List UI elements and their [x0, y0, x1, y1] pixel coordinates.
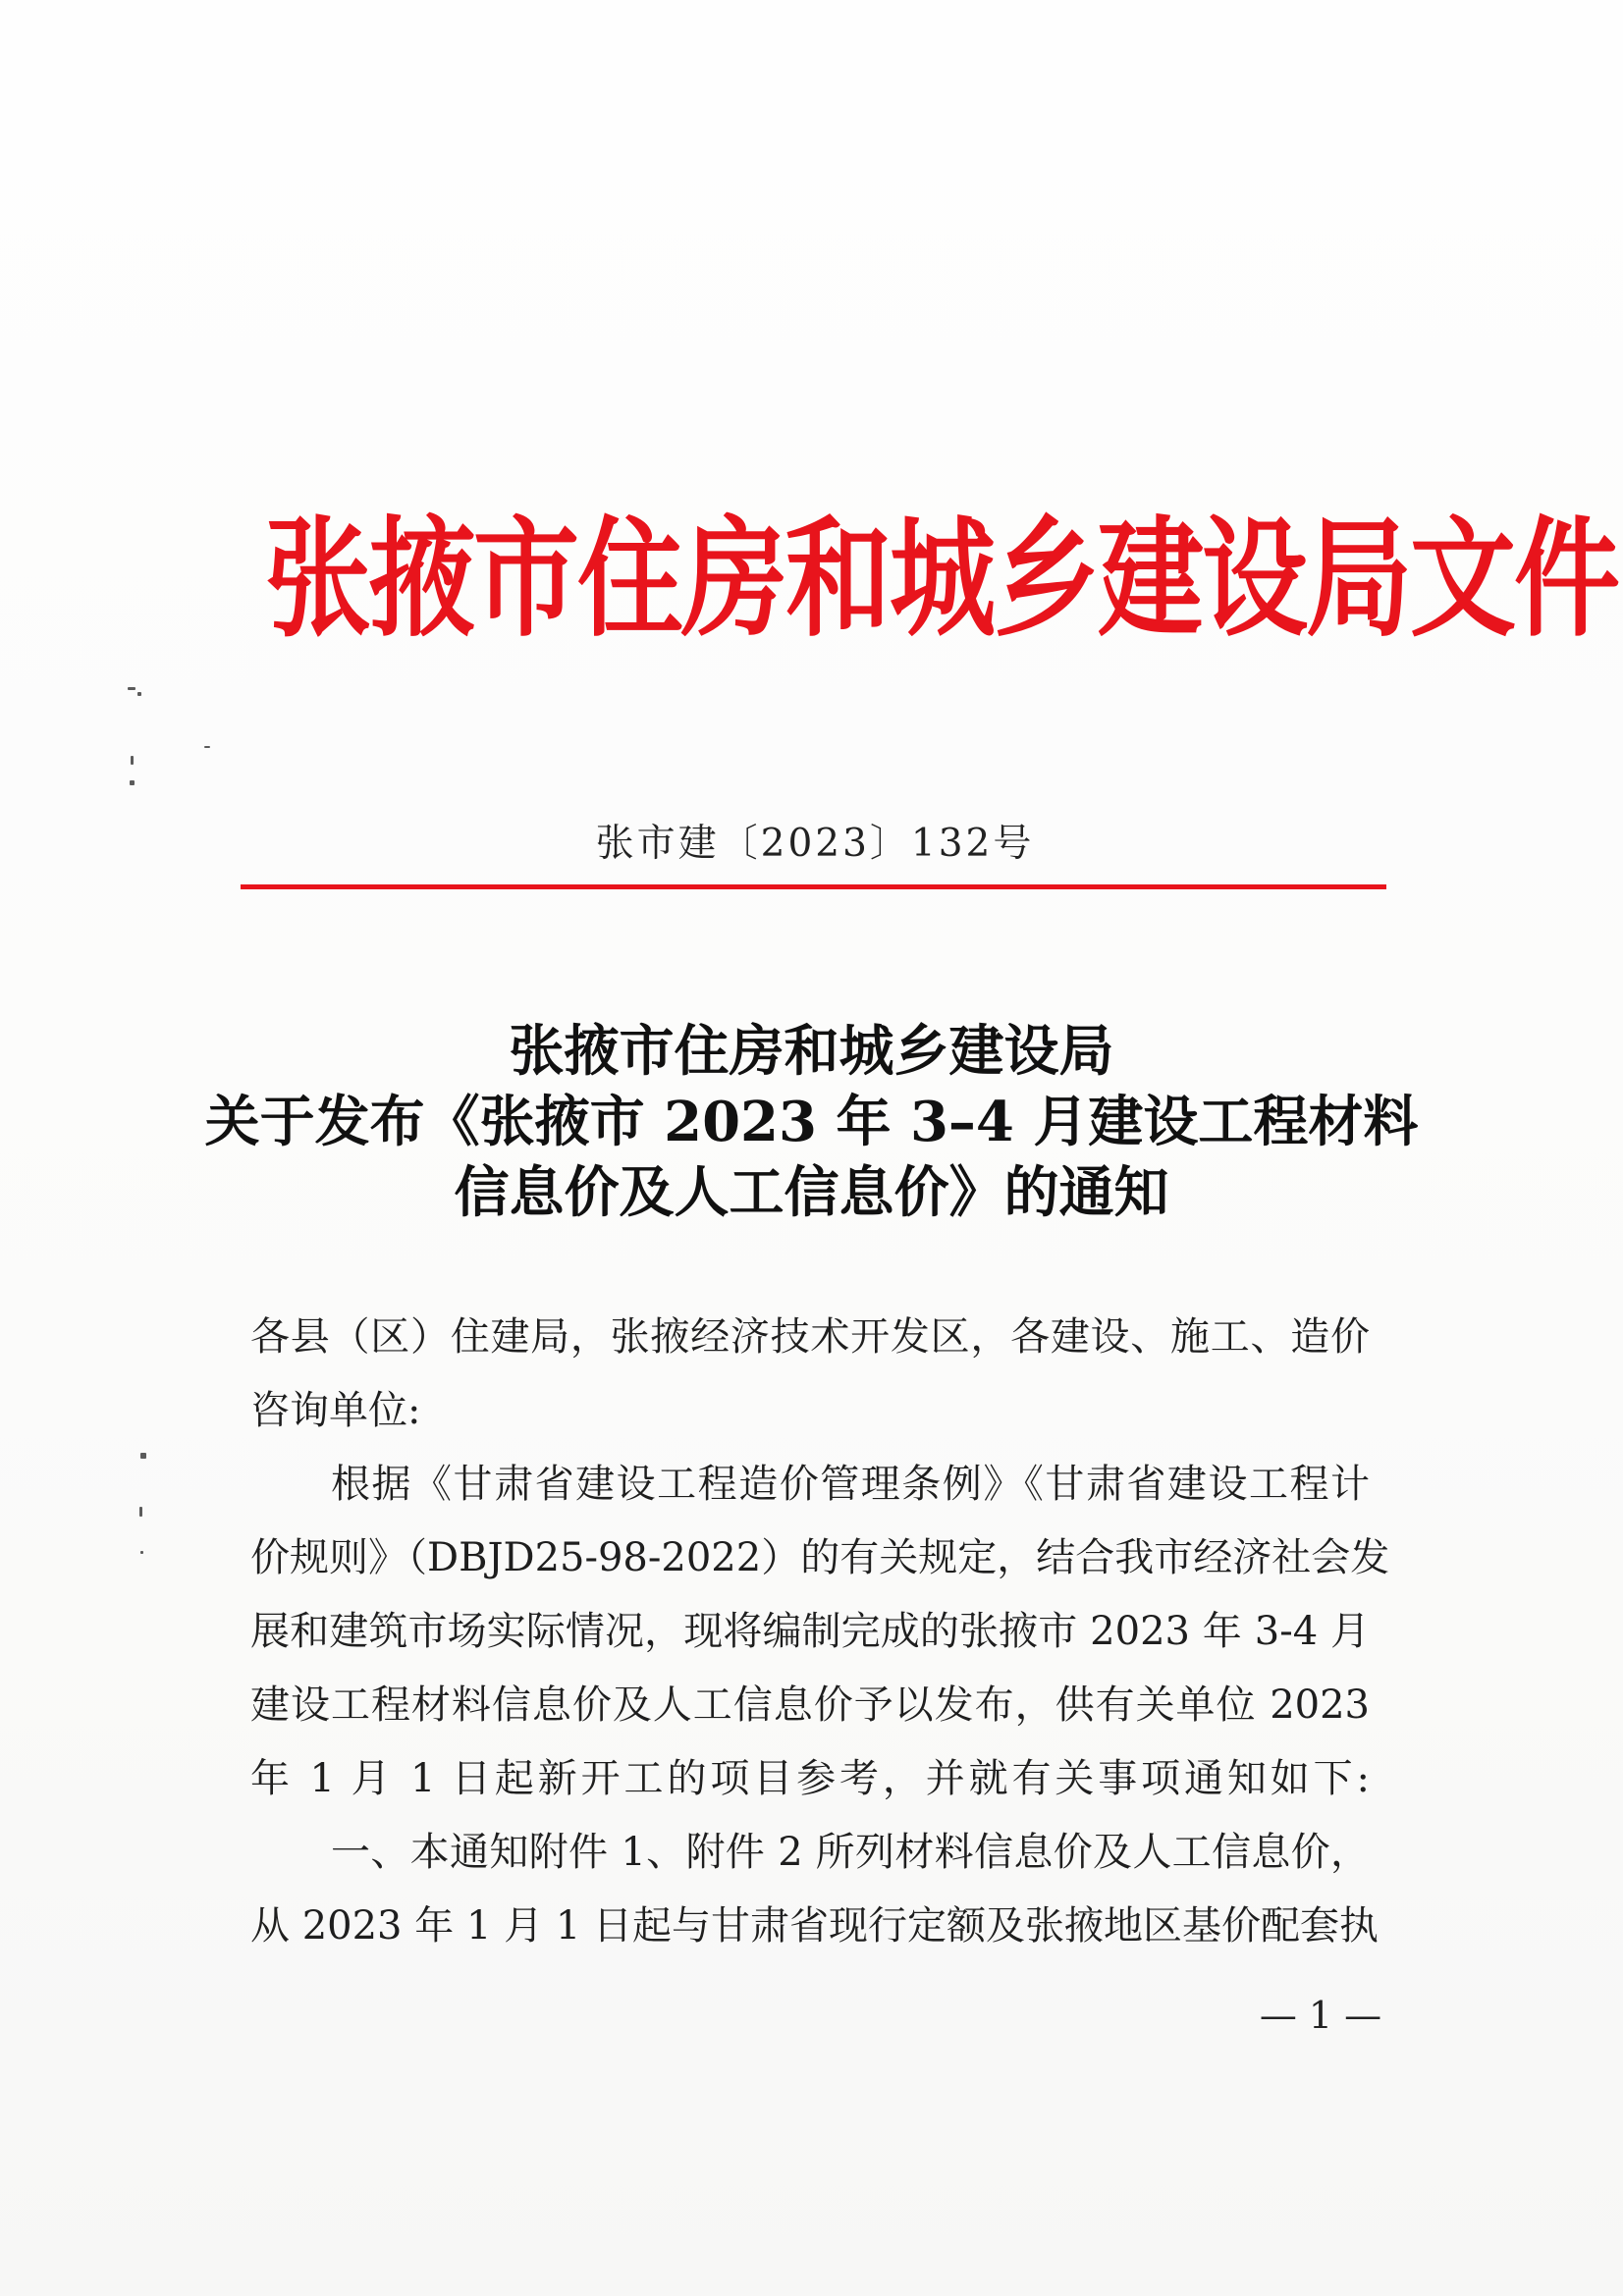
body-line: 咨询单位:: [250, 1388, 421, 1433]
body-line: 一、本通知附件 1、附件 2 所列材料信息价及人工信息价，: [331, 1830, 1370, 1875]
page-number: — 1 —: [1259, 1994, 1382, 2037]
notice-title-line: 张掖市住房和城乡建设局: [509, 1019, 1114, 1084]
notice-body: [250, 1301, 1390, 1963]
notice-title-line: 关于发布《张掖市 2023 年 3–4 月建设工程材料: [204, 1090, 1419, 1154]
red-divider-rule: [241, 884, 1386, 889]
body-line: 价规则》（DBJD25-98-2022）的有关规定，结合我市经济社会发: [250, 1535, 1390, 1580]
document-number: 张市建〔2023〕132号: [595, 822, 1035, 866]
notice-title-line: 信息价及人工信息价》的通知: [454, 1160, 1169, 1225]
body-line: 展和建筑市场实际情况，现将编制完成的张掖市 2023 年 3-4 月: [250, 1609, 1370, 1654]
body-line: 根据《甘肃省建设工程造价管理条例》《甘肃省建设工程计: [331, 1462, 1370, 1507]
agency-document-title: 张掖市住房和城乡建设局文件: [265, 505, 1619, 656]
body-line: 各县（区）住建局，张掖经济技术开发区，各建设、施工、造价: [250, 1314, 1370, 1360]
notice-title: [147, 1016, 1476, 1228]
body-line: 建设工程材料信息价及人工信息价予以发布，供有关单位 2023: [250, 1682, 1370, 1728]
body-line: 年 1 月 1 日起新开工的项目参考，并就有关事项通知如下:: [250, 1756, 1370, 1801]
body-line: 从 2023 年 1 月 1 日起与甘肃省现行定额及张掖地区基价配套执: [250, 1903, 1379, 1949]
